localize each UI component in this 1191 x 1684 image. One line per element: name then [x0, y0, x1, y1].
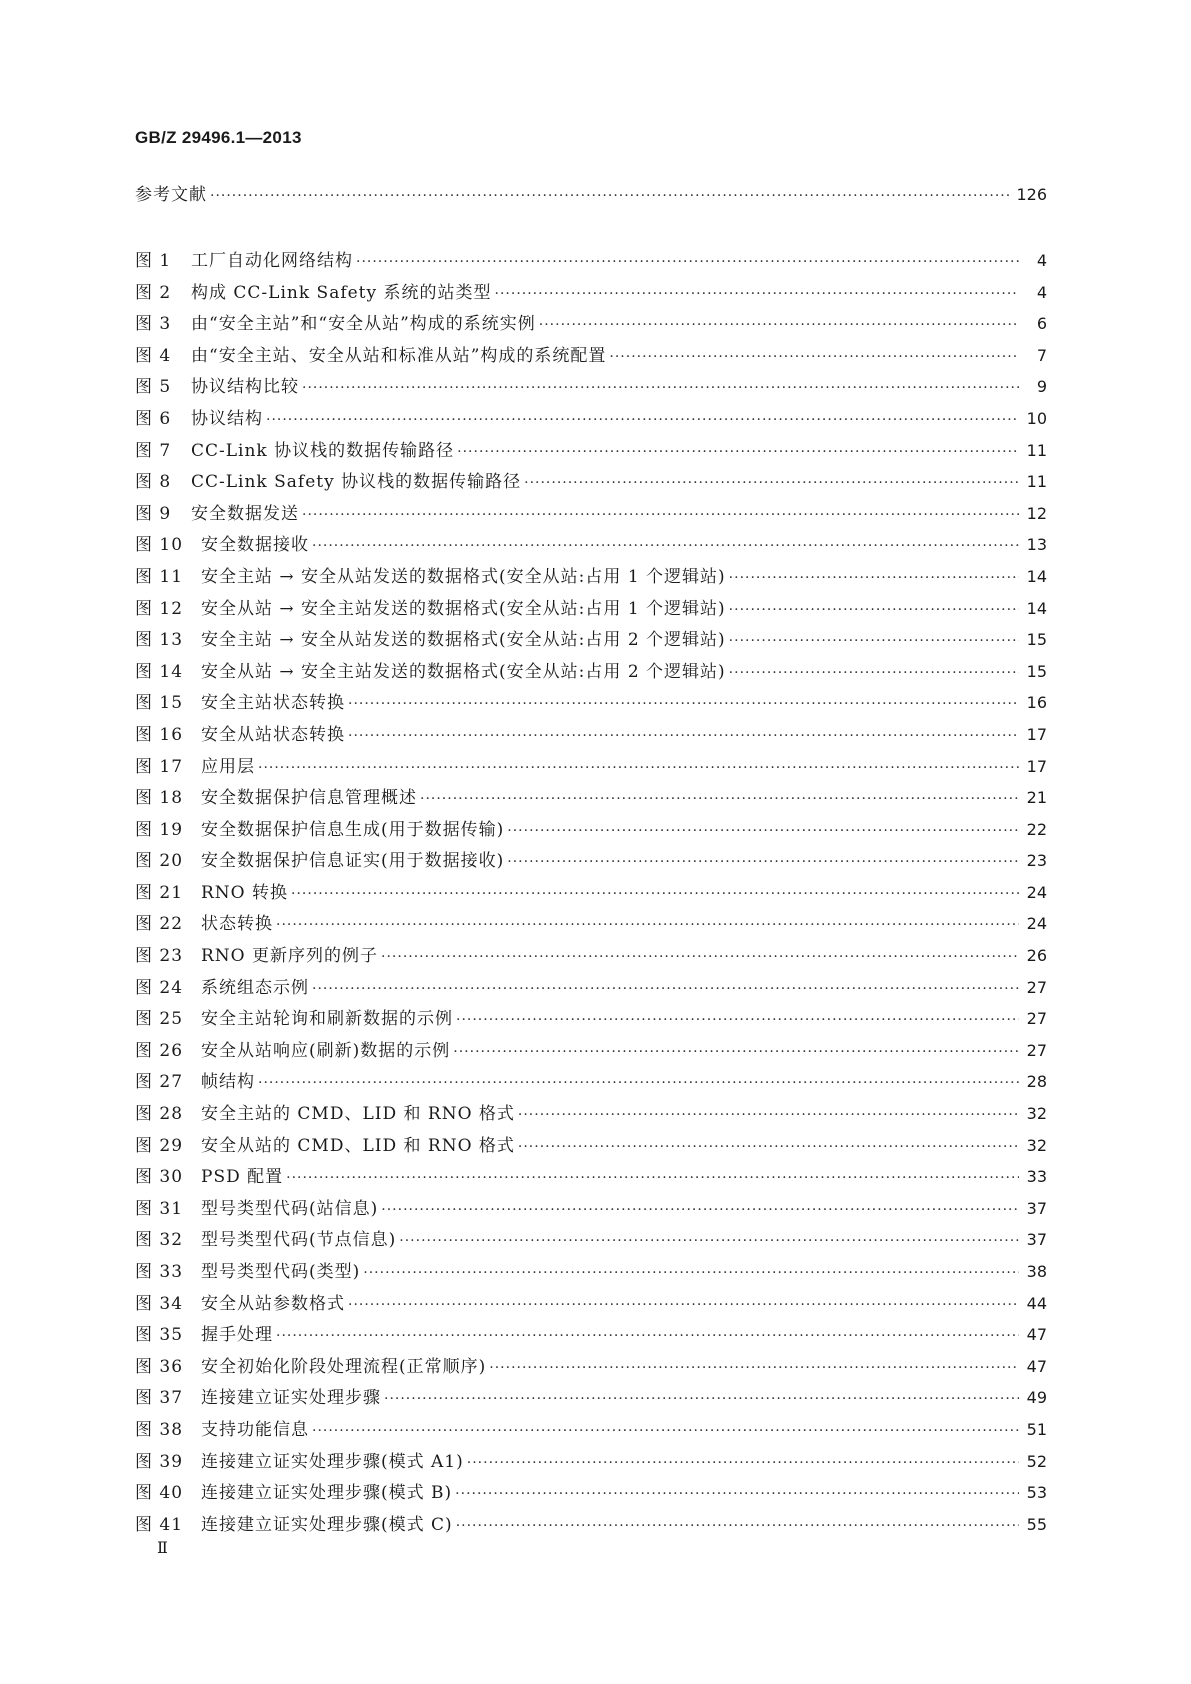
figure-label: 图 23 [135, 946, 184, 967]
figure-page: 44 [1026, 1293, 1047, 1313]
toc-row-figure[interactable] [135, 1162, 1047, 1194]
toc-row-figure[interactable] [135, 1131, 1047, 1163]
dot-leader [348, 1297, 1019, 1313]
dot-leader [489, 1360, 1019, 1376]
figure-title: 安全数据接收 [201, 535, 309, 556]
toc-row-figure[interactable] [135, 246, 1047, 278]
figure-page: 7 [1036, 345, 1047, 365]
dot-leader [729, 570, 1019, 586]
figure-label: 图 17 [135, 756, 184, 777]
dot-leader [729, 602, 1019, 618]
figure-page: 17 [1026, 724, 1047, 744]
dot-leader [495, 286, 1019, 302]
figure-page: 6 [1036, 314, 1047, 334]
toc-row-figure[interactable] [135, 309, 1047, 341]
figure-title: 安全从站状态转换 [201, 724, 345, 745]
toc-row-figure[interactable] [135, 341, 1047, 373]
toc-row-figure[interactable] [135, 1194, 1047, 1226]
toc-row-figure[interactable] [135, 562, 1047, 594]
figure-page: 27 [1026, 1009, 1047, 1029]
figure-label: 图 26 [135, 1040, 184, 1061]
figure-label: 图 15 [135, 693, 184, 714]
figure-title: RNO 转换 [201, 882, 289, 903]
toc-row-figure[interactable] [135, 625, 1047, 657]
figure-label: 图 21 [135, 882, 184, 903]
figure-label: 图 13 [135, 630, 184, 651]
dot-leader [518, 1107, 1019, 1123]
toc-row-figure[interactable] [135, 1036, 1047, 1068]
dot-leader [348, 696, 1019, 712]
figure-page: 15 [1026, 630, 1047, 650]
figure-label: 图 18 [135, 788, 184, 809]
dot-leader [384, 1391, 1019, 1407]
figure-label: 图 22 [135, 914, 184, 935]
toc-row-figure[interactable] [135, 1352, 1047, 1384]
dot-leader [507, 854, 1019, 870]
toc-row-figure[interactable] [135, 1320, 1047, 1352]
figure-label: 图 38 [135, 1419, 184, 1440]
toc-row-figure[interactable] [135, 1257, 1047, 1289]
toc-row-figure[interactable] [135, 909, 1047, 941]
figure-label: 图 10 [135, 535, 184, 556]
figure-title: 连接建立证实处理步骤(模式 A1) [201, 1451, 464, 1472]
figure-label: 图 37 [135, 1388, 184, 1409]
figure-title: 构成 CC-Link Safety 系统的站类型 [191, 282, 492, 303]
dot-leader [455, 1486, 1019, 1502]
dot-leader [276, 917, 1019, 933]
toc-row-figure[interactable] [135, 1289, 1047, 1321]
figure-title: 安全从站参数格式 [201, 1293, 345, 1314]
dot-leader [286, 1170, 1019, 1186]
figure-label: 图 2 [135, 282, 172, 303]
figure-title: 安全主站 → 安全从站发送的数据格式(安全从站:占用 2 个逻辑站) [201, 630, 726, 651]
figure-page: 12 [1026, 503, 1047, 523]
references-page: 126 [1016, 185, 1047, 204]
figure-label: 图 35 [135, 1325, 184, 1346]
figure-label: 图 39 [135, 1451, 184, 1472]
figure-page: 11 [1026, 440, 1047, 460]
toc-row-figure[interactable] [135, 1478, 1047, 1510]
figure-page: 38 [1026, 1262, 1047, 1281]
toc-row-figure[interactable] [135, 1004, 1047, 1036]
toc-row-figure[interactable] [135, 815, 1047, 847]
figure-label: 图 32 [135, 1230, 184, 1251]
toc-row-figure[interactable] [135, 499, 1047, 531]
figure-label: 图 19 [135, 819, 184, 840]
figure-page: 4 [1036, 251, 1047, 270]
toc-row-figure[interactable] [135, 720, 1047, 752]
figure-title: 安全从站 → 安全主站发送的数据格式(安全从站:占用 1 个逻辑站) [201, 598, 726, 619]
figure-label: 图 6 [135, 408, 172, 429]
figure-label: 图 1 [135, 251, 172, 271]
figure-title: 连接建立证实处理步骤(模式 C) [201, 1514, 453, 1535]
figure-label: 图 40 [135, 1483, 184, 1504]
figure-page: 26 [1026, 946, 1047, 966]
figure-label: 图 11 [135, 566, 184, 587]
figure-page: 27 [1026, 977, 1047, 997]
toc-row-figure[interactable] [135, 594, 1047, 626]
figure-page: 23 [1026, 851, 1047, 871]
figure-label: 图 4 [135, 345, 172, 366]
figure-page: 55 [1026, 1514, 1047, 1534]
dot-leader [348, 728, 1019, 744]
dot-leader [399, 1233, 1019, 1249]
figure-page: 28 [1026, 1072, 1047, 1092]
figure-page: 14 [1026, 598, 1047, 618]
toc-row-figure[interactable] [135, 530, 1047, 562]
figure-page: 52 [1026, 1451, 1047, 1471]
figure-title: 安全数据保护信息管理概述 [201, 788, 417, 809]
figure-title: 安全主站轮询和刷新数据的示例 [201, 1009, 453, 1030]
figure-label: 图 20 [135, 851, 184, 872]
dot-leader [507, 823, 1019, 839]
dot-leader [302, 507, 1019, 523]
figure-title: 应用层 [201, 756, 255, 777]
toc-row-figure[interactable] [135, 752, 1047, 784]
dot-leader [518, 1139, 1019, 1155]
figure-title: 帧结构 [201, 1072, 255, 1093]
dot-leader [266, 412, 1019, 428]
toc-row-references[interactable] [135, 180, 1047, 206]
figure-page: 13 [1026, 535, 1047, 555]
figure-title: CC-Link 协议栈的数据传输路径 [191, 440, 455, 461]
figure-title: 安全主站状态转换 [201, 693, 345, 714]
figure-page: 37 [1026, 1230, 1047, 1250]
figure-label: 图 5 [135, 377, 172, 398]
figure-label: 图 27 [135, 1072, 184, 1093]
figure-page: 51 [1026, 1419, 1047, 1439]
figure-label: 图 16 [135, 724, 184, 745]
figure-title: 安全从站的 CMD、LID 和 RNO 格式 [201, 1135, 515, 1156]
dot-leader [539, 317, 1019, 333]
figure-title: 安全主站的 CMD、LID 和 RNO 格式 [201, 1104, 515, 1125]
figure-page: 17 [1026, 756, 1047, 776]
figure-title: 支持功能信息 [201, 1419, 309, 1440]
figure-label: 图 41 [135, 1514, 184, 1535]
dot-leader [312, 538, 1019, 554]
toc-row-figure[interactable] [135, 1415, 1047, 1447]
figure-title: 安全数据保护信息证实(用于数据接收) [201, 851, 505, 872]
figure-label: 图 33 [135, 1262, 184, 1282]
dot-leader [420, 791, 1019, 807]
figure-page: 16 [1026, 693, 1047, 713]
figure-label: 图 3 [135, 314, 172, 335]
figure-label: 图 28 [135, 1104, 184, 1125]
figure-title: 型号类型代码(站信息) [201, 1198, 379, 1219]
figure-title: 安全主站 → 安全从站发送的数据格式(安全从站:占用 1 个逻辑站) [201, 566, 726, 587]
toc-row-figure[interactable] [135, 372, 1047, 404]
figure-page: 47 [1026, 1325, 1047, 1345]
dot-leader [729, 665, 1019, 681]
figure-page: 14 [1026, 566, 1047, 586]
dot-leader [381, 1202, 1019, 1218]
dot-leader [210, 188, 1010, 204]
dot-leader [609, 349, 1019, 365]
toc-row-figure[interactable] [135, 1383, 1047, 1415]
figure-label: 图 24 [135, 977, 184, 998]
figure-page: 33 [1026, 1167, 1047, 1187]
figure-title: 连接建立证实处理步骤 [201, 1388, 381, 1409]
dot-leader [312, 1423, 1019, 1439]
toc-row-figure[interactable] [135, 278, 1047, 310]
figure-list [135, 246, 1047, 1541]
figure-label: 图 8 [135, 472, 172, 493]
figure-title: 安全从站响应(刷新)数据的示例 [201, 1040, 451, 1061]
figure-title: RNO 更新序列的例子 [201, 946, 379, 967]
figure-title: PSD 配置 [201, 1167, 284, 1188]
dot-leader [276, 1328, 1019, 1344]
toc-row-figure[interactable] [135, 688, 1047, 720]
figure-title: 由“安全主站”和“安全从站”构成的系统实例 [191, 314, 536, 335]
figure-label: 图 36 [135, 1356, 184, 1377]
toc-row-figure[interactable] [135, 878, 1047, 910]
figure-page: 11 [1026, 472, 1047, 492]
figure-page: 10 [1026, 408, 1047, 428]
figure-label: 图 25 [135, 1009, 184, 1030]
figure-page: 24 [1026, 882, 1047, 902]
toc-row-figure[interactable] [135, 1099, 1047, 1131]
toc-row-figure[interactable] [135, 1225, 1047, 1257]
figure-page: 9 [1036, 377, 1047, 397]
figure-page: 21 [1026, 788, 1047, 808]
toc-row-figure[interactable] [135, 846, 1047, 878]
figure-title: 型号类型代码(节点信息) [201, 1230, 397, 1251]
figure-page: 47 [1026, 1356, 1047, 1376]
toc-row-figure[interactable] [135, 436, 1047, 468]
toc-row-figure[interactable] [135, 783, 1047, 815]
figure-page: 4 [1036, 282, 1047, 302]
figure-label: 图 12 [135, 598, 184, 619]
figure-title: 安全从站 → 安全主站发送的数据格式(安全从站:占用 2 个逻辑站) [201, 661, 726, 682]
toc-row-figure[interactable] [135, 1510, 1047, 1542]
figure-title: 系统组态示例 [201, 977, 309, 998]
figure-page: 32 [1026, 1135, 1047, 1155]
dot-leader [457, 444, 1019, 460]
toc-row-figure[interactable] [135, 404, 1047, 436]
dot-leader [729, 633, 1019, 649]
toc-row-figure[interactable] [135, 973, 1047, 1005]
figure-label: 图 30 [135, 1167, 184, 1188]
figure-label: 图 34 [135, 1293, 184, 1314]
dot-leader [456, 1012, 1019, 1028]
dot-leader [312, 981, 1019, 997]
figure-page: 22 [1026, 819, 1047, 839]
dot-leader [363, 1265, 1019, 1281]
dot-leader [258, 760, 1019, 776]
figure-title: 安全数据发送 [191, 503, 299, 524]
dot-leader [258, 1075, 1019, 1091]
figure-label: 图 31 [135, 1198, 184, 1219]
dot-leader [356, 254, 1019, 270]
figure-title: 状态转换 [201, 914, 273, 935]
figure-title: 协议结构比较 [191, 377, 299, 398]
dot-leader [291, 886, 1019, 902]
toc-row-figure[interactable] [135, 657, 1047, 689]
dot-leader [456, 1518, 1019, 1534]
figure-title: 型号类型代码(类型) [201, 1262, 361, 1282]
figure-title: 由“安全主站、安全从站和标准从站”构成的系统配置 [191, 345, 607, 366]
dot-leader [467, 1455, 1019, 1471]
figure-label: 图 29 [135, 1135, 184, 1156]
figure-title: 安全数据保护信息生成(用于数据传输) [201, 819, 505, 840]
figure-title: 连接建立证实处理步骤(模式 B) [201, 1483, 453, 1504]
page-number: Ⅱ [157, 1538, 168, 1557]
references-title: 参考文献 [135, 185, 207, 205]
dot-leader [524, 475, 1019, 491]
figure-title: 工厂自动化网络结构 [191, 251, 353, 271]
figure-title: 握手处理 [201, 1325, 273, 1346]
toc-row-figure[interactable] [135, 941, 1047, 973]
toc-row-figure[interactable] [135, 1447, 1047, 1479]
dot-leader [381, 949, 1019, 965]
toc-row-figure[interactable] [135, 1067, 1047, 1099]
figure-label: 图 7 [135, 440, 172, 461]
figure-title: 安全初始化阶段处理流程(正常顺序) [201, 1356, 487, 1377]
figure-page: 53 [1026, 1483, 1047, 1503]
standard-code: GB/Z 29496.1—2013 [135, 128, 302, 147]
figure-label: 图 9 [135, 503, 172, 524]
toc-row-figure[interactable] [135, 467, 1047, 499]
figure-title: 协议结构 [191, 408, 263, 429]
figure-page: 15 [1026, 661, 1047, 681]
dot-leader [453, 1044, 1019, 1060]
figure-page: 37 [1026, 1198, 1047, 1218]
figure-label: 图 14 [135, 661, 184, 682]
figure-title: CC-Link Safety 协议栈的数据传输路径 [191, 472, 522, 493]
figure-page: 24 [1026, 914, 1047, 934]
figure-page: 32 [1026, 1104, 1047, 1124]
dot-leader [302, 380, 1019, 396]
figure-page: 27 [1026, 1040, 1047, 1060]
figure-page: 49 [1026, 1388, 1047, 1408]
